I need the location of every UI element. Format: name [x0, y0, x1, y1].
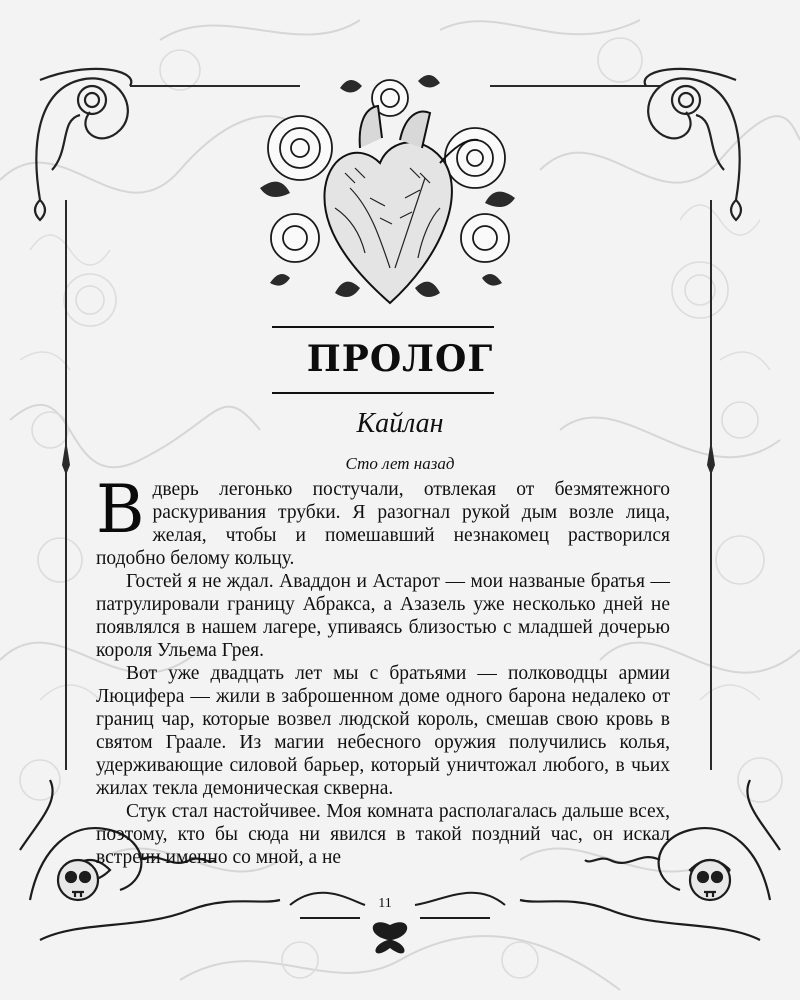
- paragraph-text: дверь легонько постучали, отвлекая от безмятежного раскуривания трубки. Я разогнал рукой дым возле лица, желая, чтобы и помешавший незнакомец растворился подобно белому кольцу.: [96, 479, 670, 569]
- butterfly-ornament: [373, 922, 407, 953]
- paragraph: Вот уже двадцать лет мы с братьями — полководцы армии Люцифера — жили в заброшенном доме одного барона недалеко от границ чар, которые возвел людской король, смешав свою кровь в святом Граале. Из магии небесного оружия получились колья, удерживающие силовой барьер, который уничтожал любого, в чьих жилах текла демоническая скверна.: [96, 663, 670, 799]
- paragraph: [96, 471, 670, 570]
- paragraph: Гостей я не ждал. Аваддон и Астарот — мои названые братья — патрулировали границу Абракса, а Азазель уже несколько дней не появлялся в нашем лагере, упиваясь близостью с младшей дочерью короля Ульема Грея.: [96, 571, 670, 661]
- time-note: Сто лет назад: [345, 454, 455, 473]
- title-rule-top: [272, 326, 494, 328]
- chapter-title: ПРОЛОГ: [306, 338, 494, 380]
- narrator-name: Кайлан: [356, 408, 444, 439]
- ornamental-corner-swirl: [645, 69, 741, 220]
- page-number: 11: [378, 896, 392, 911]
- paragraph: Стук стал настойчивее. Моя комната располагалась дальше всех, поэтому, кто бы сюда ни явился в такой поздний час, он искал встречи именно со мной, а не: [96, 801, 670, 868]
- title-rule-bottom: [272, 392, 494, 394]
- anatomical-heart-roses-illustration: [240, 68, 540, 313]
- drop-cap: В: [96, 471, 145, 548]
- chapter-body: [96, 471, 670, 869]
- ornamental-corner-swirl: [35, 69, 131, 220]
